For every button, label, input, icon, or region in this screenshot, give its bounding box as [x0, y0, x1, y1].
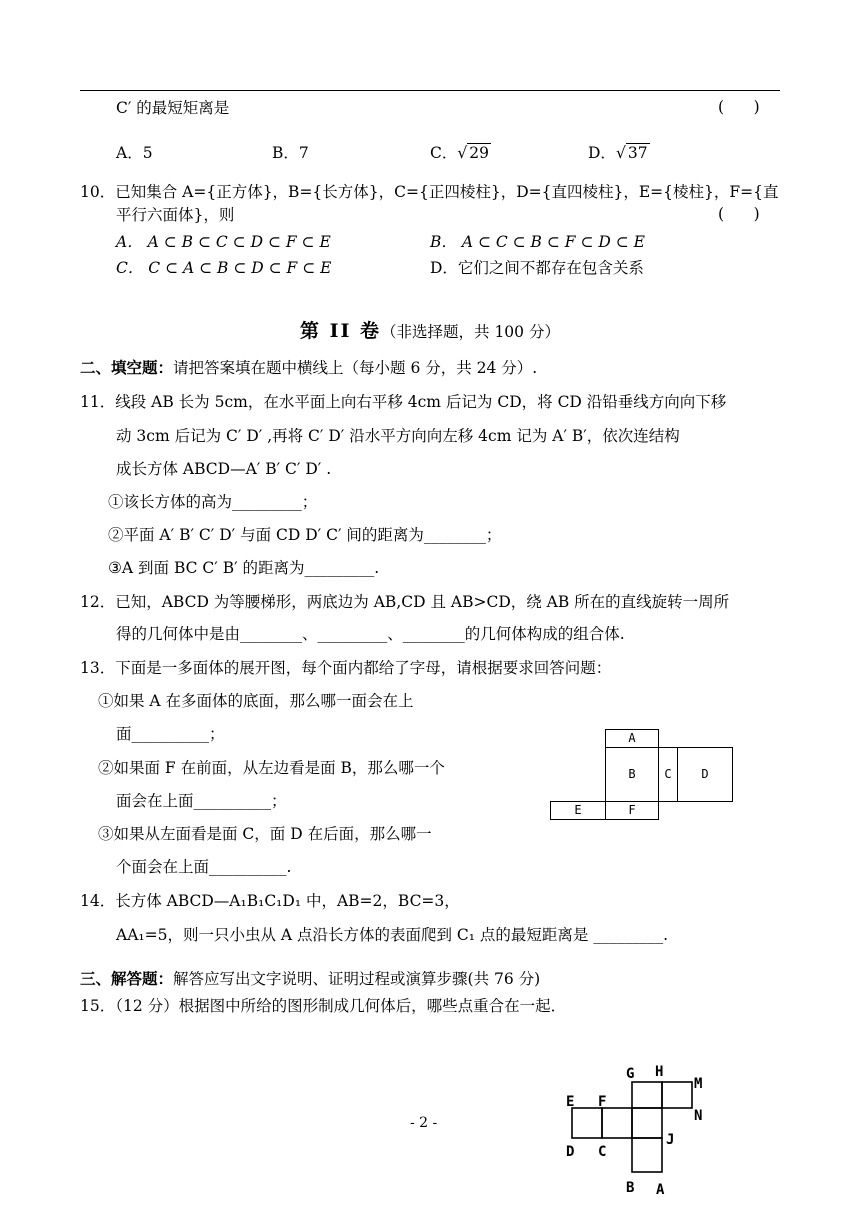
q10-answer-paren: ( ) — [718, 205, 760, 223]
q10-option-d: D．它们之间不都存在包含关系 — [430, 259, 644, 277]
point-label-g: G — [626, 1066, 635, 1082]
section2-heading: 二、填空题：请把答案填在题中横线上（每小题 6 分，共 24 分）. — [80, 358, 538, 377]
q11-sub1: ①该长方体的高为_________； — [108, 493, 318, 511]
q13-sub2a: ②如果面 F 在前面，从左边看是面 B，那么哪一个 — [98, 759, 445, 777]
q13-sub3a: ③如果从左面看是面 C，面 D 在后面，那么哪一 — [98, 825, 432, 843]
q13-line1: 13．下面是一多面体的展开图，每个面内都给了字母，请根据要求回答问题： — [80, 659, 612, 677]
q10-option-a: A． A ⊂ B ⊂ C ⊂ D ⊂ F ⊂ E — [116, 233, 331, 251]
sqrt-radicand: 37 — [627, 144, 648, 162]
point-label-m: M — [694, 1076, 703, 1092]
q10-option-b: B． A ⊂ C ⊂ B ⊂ F ⊂ D ⊂ E — [430, 233, 645, 251]
q14-line1: 14．长方体 ABCD—A₁B₁C₁D₁ 中，AB=2，BC=3， — [80, 892, 460, 910]
q11-line2: 动 3cm 后记为 C′ D′ ,再将 C′ D′ 沿水平方向向左移 4cm 记为 A′ B′，依次连结构 — [116, 427, 680, 445]
net-face-c: C — [658, 747, 678, 802]
q9-answer-paren: ( ) — [718, 98, 760, 116]
point-label-a: A — [656, 1182, 665, 1198]
q9-option-a: A．5 — [116, 144, 153, 162]
net-face-e: E — [550, 801, 606, 820]
q9-option-b: B．7 — [272, 144, 309, 162]
point-label-f: F — [598, 1094, 607, 1110]
q9-option-c: C．√ 29 — [430, 144, 489, 162]
q11-sub3: ③A 到面 BC C′ B′ 的距离为_________. — [108, 559, 380, 577]
q15-line1: 15．（12 分）根据图中所给的图形制成几何体后，哪些点重合在一起． — [80, 997, 567, 1015]
point-label-d: D — [566, 1144, 575, 1160]
q12-line1: 12．已知，ABCD 为等腰梯形，两底边为 AB,CD 且 AB>CD，绕 AB 所在的直线旋转一周所 — [80, 593, 730, 611]
point-label-b: B — [626, 1180, 635, 1196]
q9-option-d: D．√ 37 — [588, 144, 648, 162]
page-number: - 2 - — [410, 1115, 438, 1131]
q11-line3: 成长方体 ABCD—A′ B′ C′ D′ . — [116, 460, 332, 478]
q13-sub1a: ①如果 A 在多面体的底面，那么哪一面会在上 — [98, 692, 414, 710]
sqrt-radicand: 29 — [469, 144, 489, 162]
net-face-d: D — [677, 747, 733, 802]
q10-option-c: C． C ⊂ A ⊂ B ⊂ D ⊂ F ⊂ E — [116, 259, 332, 277]
point-label-h: H — [655, 1064, 664, 1080]
q9-stem-continued: C′ 的最短矩离是 — [116, 99, 230, 117]
cube-net-figure — [560, 1060, 720, 1200]
net-face-a: A — [605, 729, 659, 748]
net-face-b: B — [605, 747, 659, 802]
net-face-f: F — [605, 801, 659, 820]
q13-sub3b: 个面会在上面__________. — [116, 858, 292, 876]
section3-heading: 三、解答题：解答应写出文字说明、证明过程或演算步骤(共 76 分) — [80, 969, 541, 988]
q11-line1: 11．线段 AB 长为 5cm，在水平面上向右平移 4cm 后记为 CD，将 CD 沿铅垂线方向向下移 — [80, 393, 727, 411]
point-label-n: N — [694, 1108, 703, 1124]
q10-stem-line2: 平行六面体}，则 — [116, 206, 235, 224]
point-label-e: E — [566, 1094, 575, 1110]
q11-sub2: ②平面 A′ B′ C′ D′ 与面 CD D′ C′ 间的距离为________； — [108, 526, 502, 544]
q14-line2: AA₁=5，则一只小虫从 A 点沿长方体的表面爬到 C₁ 点的最短距离是 _________. — [116, 926, 669, 944]
point-label-c: C — [598, 1144, 607, 1160]
q13-sub1b: 面__________； — [116, 725, 225, 743]
q12-line2: 得的几何体中是由________、_________、________的几何体构成的组合体. — [116, 625, 625, 643]
q13-sub2b: 面会在上面__________； — [116, 792, 287, 810]
point-label-j: J — [666, 1132, 675, 1148]
top-rule — [80, 90, 780, 91]
q10-stem-line1: 10．已知集合 A={正方体}，B={长方体}，C={正四棱柱}，D={直四棱柱}，E={棱柱}，F={直 — [80, 183, 779, 201]
part2-title: 第 II 卷（非选择题，共 100 分） — [300, 320, 560, 342]
